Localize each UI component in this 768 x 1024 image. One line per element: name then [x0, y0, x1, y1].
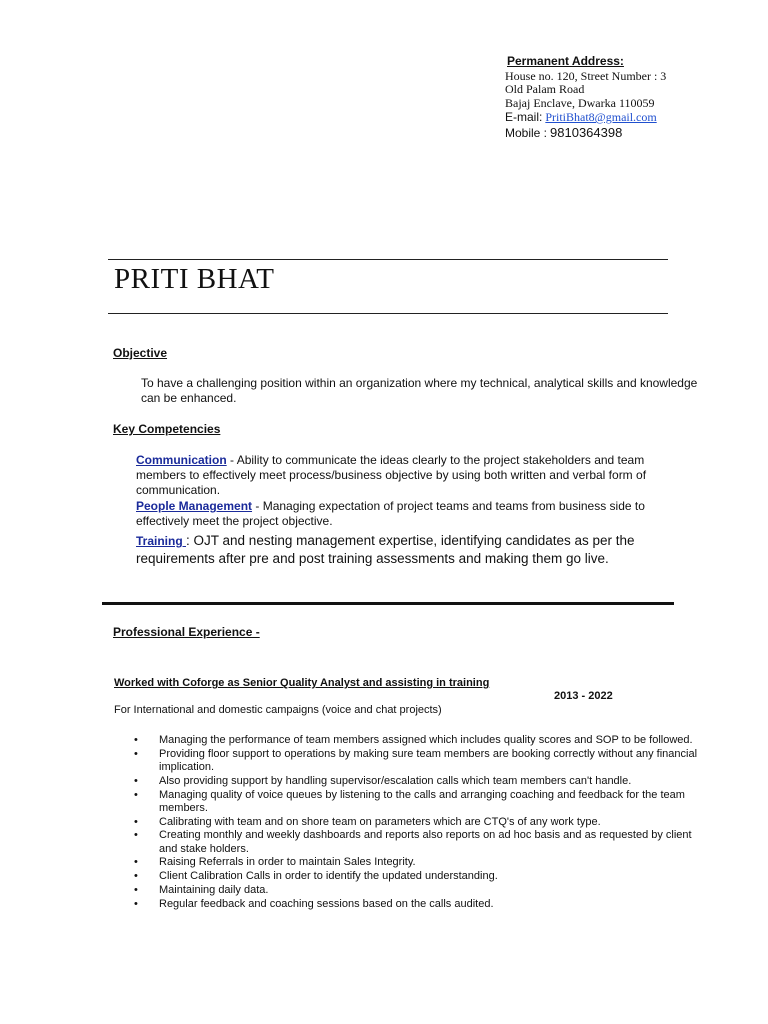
bullet-text: Client Calibration Calls in order to identify the updated understanding.	[159, 870, 498, 883]
bullet-text: Managing quality of voice queues by listening to the calls and arranging coaching and feedback for the team members.	[159, 788, 685, 814]
list-item	[134, 856, 706, 869]
competencies-heading: Key Competencies	[113, 422, 221, 436]
bullet-text: Raising Referrals in order to maintain Sales Integrity.	[159, 856, 416, 869]
name-bottom-rule	[108, 313, 668, 314]
list-item	[134, 829, 706, 855]
competency-people-management	[136, 499, 688, 529]
competency-separator: -	[252, 499, 263, 513]
list-item	[134, 775, 706, 788]
mobile-row	[505, 125, 622, 141]
bullet-text: Calibrating with team and on shore team on parameters which are CTQ's of any work type.	[159, 815, 601, 828]
objective-text: To have a challenging position within an organization where my technical, analytical skills and knowledge can be enhanced.	[141, 376, 698, 405]
bullet-text: Providing floor support to operations by making sure team members are booking correctly without any financial implication.	[159, 747, 698, 773]
bullet-text: Creating monthly and weekly dashboards and reports also reports on ad hoc basis and as requested by client and stake holders.	[159, 829, 692, 855]
email-label: E-mail:	[505, 110, 543, 124]
bullet-icon: •	[134, 897, 138, 910]
list-item	[134, 734, 706, 747]
address-line-2: Old Palam Road	[505, 82, 585, 96]
bullet-text: Also providing support by handling supervisor/escalation calls which team members can't handle.	[159, 774, 632, 787]
bullet-text: Managing the performance of team members assigned which includes quality scores and SOP to be followed.	[159, 734, 693, 746]
bullet-icon: •	[134, 870, 138, 883]
bullet-icon: •	[134, 815, 138, 828]
competency-communication	[136, 453, 688, 498]
section-divider	[102, 602, 674, 605]
competency-title: Communication	[136, 453, 227, 467]
bullet-icon: •	[134, 829, 138, 842]
mobile-label: Mobile :	[505, 126, 548, 140]
list-item	[134, 816, 706, 829]
list-item	[134, 884, 706, 897]
experience-heading: Professional Experience -	[113, 625, 260, 639]
competency-title: Training	[136, 534, 187, 548]
competency-title: People Management	[136, 499, 253, 513]
job-subtitle: For International and domestic campaigns (voice and chat projects)	[114, 704, 442, 716]
list-item	[134, 898, 706, 911]
objective-heading: Objective	[113, 346, 168, 360]
job-responsibilities-list	[134, 734, 706, 912]
mobile-number: 9810364398	[550, 125, 623, 140]
competency-text: OJT and nesting management expertise, identifying candidates as per the requirements after pre and post training assessments and making them go live.	[136, 533, 635, 566]
candidate-name: PRITI BHAT	[114, 263, 275, 295]
address-line-3: Bajaj Enclave, Dwarka 110059	[505, 96, 655, 110]
email-link[interactable]: PritiBhat8@gmail.com	[545, 110, 657, 124]
competency-separator: :	[186, 533, 194, 548]
address-line-1: House no. 120, Street Number : 3	[505, 69, 667, 83]
job-title: Worked with Coforge as Senior Quality Analyst and assisting in training	[114, 677, 490, 689]
bullet-icon: •	[134, 747, 138, 760]
name-top-rule	[108, 259, 668, 260]
bullet-icon: •	[134, 883, 138, 896]
bullet-icon: •	[134, 734, 138, 746]
job-years: 2013 - 2022	[554, 690, 613, 702]
email-row	[505, 110, 657, 125]
competency-training	[136, 532, 688, 568]
bullet-icon: •	[134, 774, 138, 787]
list-item	[134, 870, 706, 883]
bullet-icon: •	[134, 856, 138, 869]
bullet-text: Maintaining daily data.	[159, 883, 269, 896]
list-item	[134, 789, 706, 815]
competency-separator: -	[226, 453, 237, 467]
bullet-icon: •	[134, 788, 138, 801]
bullet-text: Regular feedback and coaching sessions based on the calls audited.	[159, 897, 494, 910]
list-item	[134, 748, 706, 774]
competency-text: Ability to communicate the ideas clearly to the project stakeholders and team members to effectively meet process/business objective by using both written and verbal form of communication.	[136, 453, 647, 497]
competency-text: Managing expectation of project teams and teams from business side to effectively meet the project objective.	[136, 499, 645, 528]
address-heading: Permanent Address:	[507, 54, 624, 68]
